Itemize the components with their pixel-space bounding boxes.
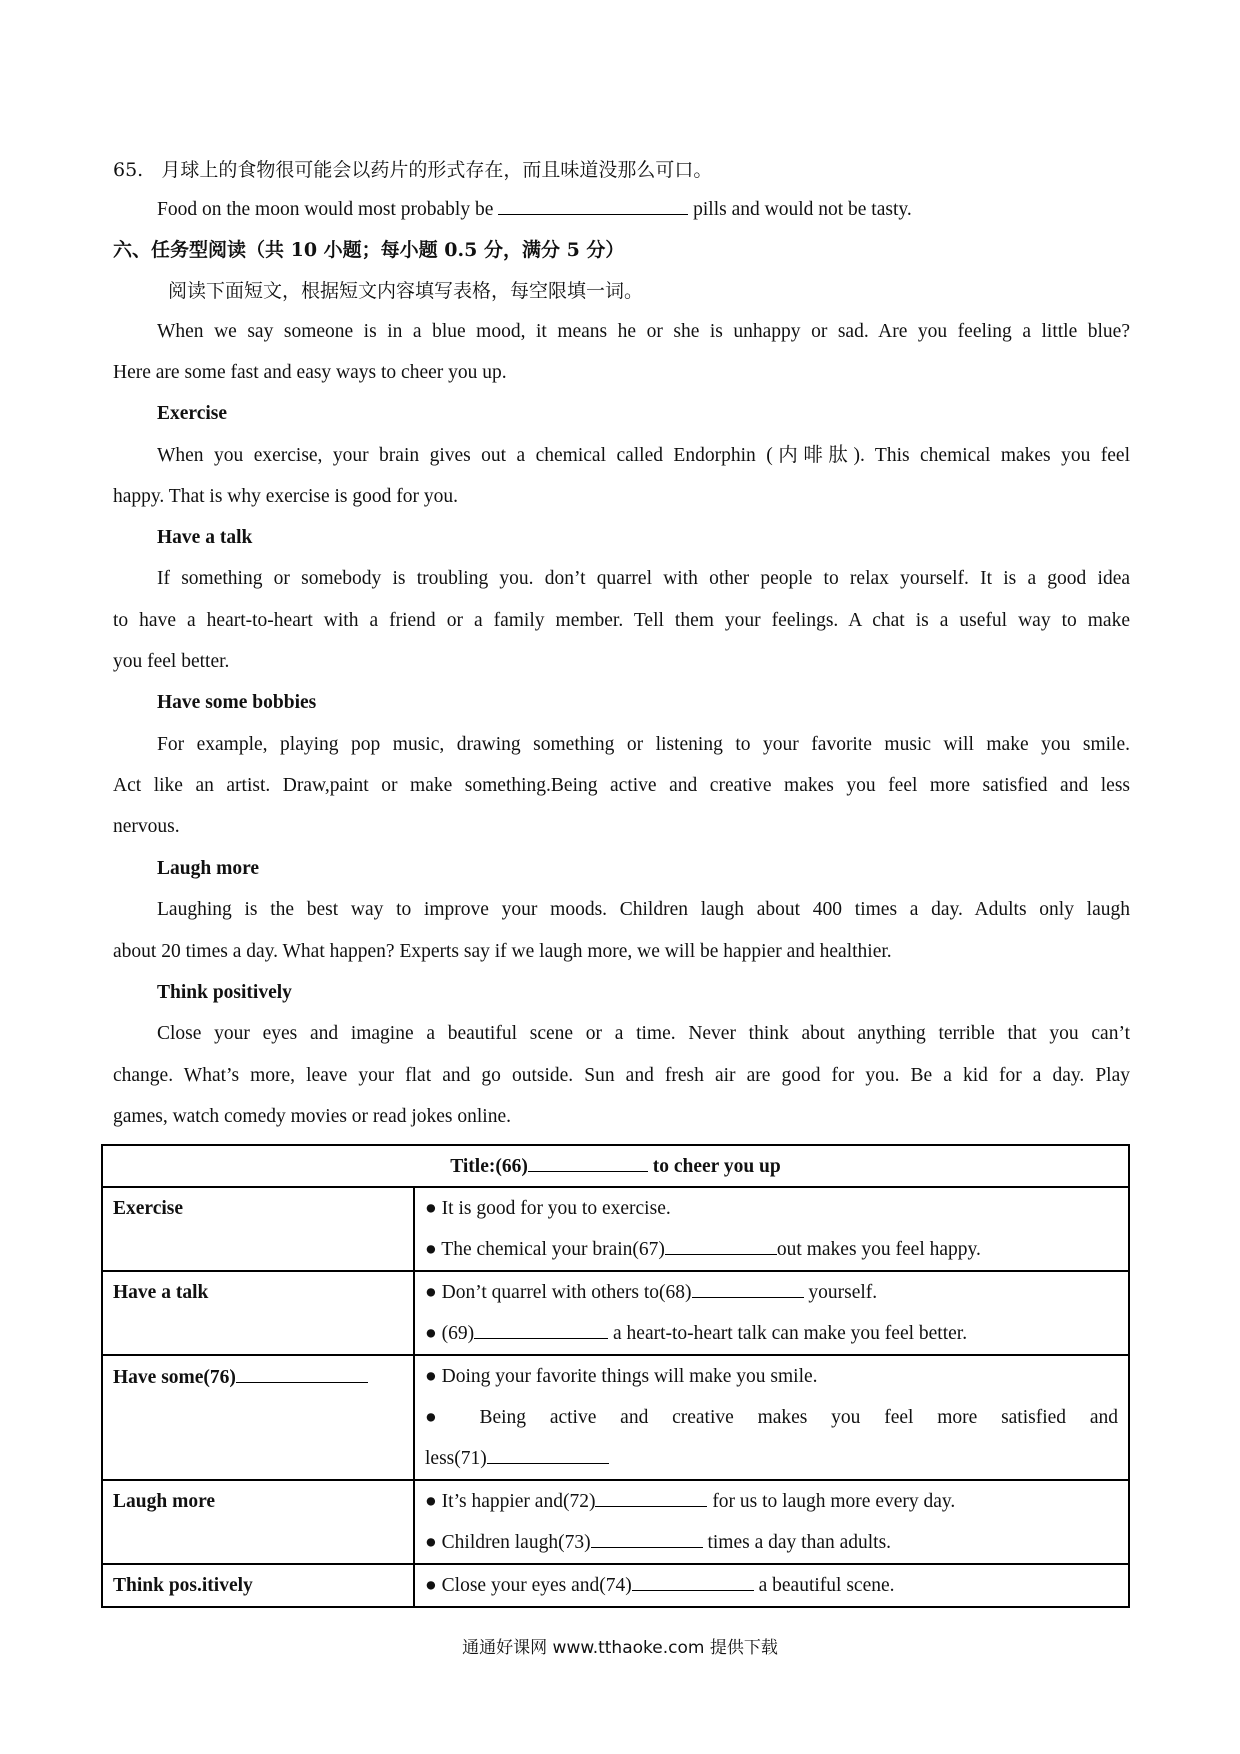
row-content-think (414, 1564, 1129, 1607)
table-row (102, 1187, 1129, 1271)
bullet-hobbies-2: ● Being active and creative makes you feel more satisfied and (425, 1407, 1118, 1428)
section-heading: 六、任务型阅读（共 10 小题；每小题 0.5 分，满分 5 分） (113, 239, 625, 261)
bullet-hobbies-3 (425, 1438, 1118, 1479)
passage-think-3: games, watch comedy movies or read jokes online. (113, 1106, 512, 1127)
heading-exercise: Exercise (157, 403, 228, 424)
blank-73[interactable] (591, 1531, 703, 1548)
heading-have-a-talk: Have a talk (157, 527, 253, 548)
bullet-hobbies-3-text: less(71) (425, 1448, 487, 1469)
passage-exercise-1: When you exercise, your brain gives out a chemical called Endorphin (内啡肽). This chemical makes you feel (157, 445, 1130, 466)
passage-talk-3: you feel better. (113, 651, 230, 672)
blank-71[interactable] (487, 1447, 609, 1464)
page-footer: 通通好课网 www.tthaoke.com 提供下载 (462, 1638, 778, 1658)
table-title-after: to cheer you up (652, 1155, 781, 1177)
bullet-laugh-2-after: times a day than adults. (707, 1532, 892, 1553)
row-content-exercise (414, 1187, 1129, 1271)
blank-67[interactable] (665, 1238, 777, 1255)
bullet-exercise-2-after: out makes you feel happy. (776, 1239, 981, 1260)
bullet-think-1 (425, 1565, 1118, 1606)
bullet-talk-1-after: yourself. (808, 1282, 878, 1303)
passage-hobbies-3: nervous. (113, 816, 180, 837)
blank-72[interactable] (595, 1490, 707, 1507)
passage-talk-2: to have a heart-to-heart with a friend or a family member. Tell them your feelings. A chat is a useful way to make (113, 610, 1130, 631)
blank-69[interactable] (474, 1322, 608, 1339)
passage-hobbies-1: For example, playing pop music, drawing something or listening to your favorite music will make you smile. (157, 734, 1130, 755)
bullet-hobbies-1: ● Doing your favorite things will make you smile. (425, 1366, 818, 1387)
table-title-row (102, 1145, 1129, 1187)
bullet-laugh-1 (425, 1481, 1118, 1522)
table-title-before: Title:(66) (450, 1155, 528, 1177)
q65-chinese-line (113, 158, 712, 182)
passage-think-1: Close your eyes and imagine a beautiful scene or a time. Never think about anything terrible that you can’t (157, 1023, 1130, 1044)
row-label-hobbies-text: Have some(76) (113, 1367, 236, 1388)
q65-number: 65. (113, 159, 144, 181)
bullet-exercise-2-before: ● The chemical your brain(67) (425, 1239, 665, 1260)
blank-66[interactable] (528, 1155, 648, 1172)
bullet-laugh-1-before: ● It’s happier and(72) (425, 1491, 596, 1512)
bullet-talk-2 (425, 1313, 1118, 1354)
bullet-laugh-1-after: for us to laugh more every day. (712, 1491, 956, 1512)
heading-hobbies: Have some bobbies (157, 692, 317, 713)
bullet-talk-2-after: a heart-to-heart talk can make you feel better. (613, 1323, 968, 1344)
row-content-laugh (414, 1480, 1129, 1564)
bullet-exercise-1: ● It is good for you to exercise. (425, 1198, 671, 1219)
bullet-exercise-2 (425, 1229, 1118, 1270)
bullet-think-1-before: ● Close your eyes and(74) (425, 1575, 632, 1596)
row-label-exercise: Exercise (102, 1187, 414, 1271)
table-row (102, 1271, 1129, 1355)
bullet-talk-1 (425, 1272, 1118, 1313)
row-label-laugh: Laugh more (102, 1480, 414, 1564)
bullet-laugh-2 (425, 1522, 1118, 1563)
table-row (102, 1355, 1129, 1480)
passage-exercise-2: happy. That is why exercise is good for you. (113, 486, 458, 507)
blank-70[interactable] (236, 1366, 368, 1383)
blank-68[interactable] (692, 1281, 804, 1298)
bullet-talk-2-before: ● (69) (425, 1323, 475, 1344)
row-label-hobbies (102, 1355, 414, 1480)
row-label-talk: Have a talk (102, 1271, 414, 1355)
heading-think-positively: Think positively (157, 982, 292, 1003)
row-label-think: Think pos.itively (102, 1564, 414, 1607)
heading-laugh-more: Laugh more (157, 858, 260, 879)
passage-laugh-1: Laughing is the best way to improve your moods. Children laugh about 400 times a day. Adults only laugh (157, 899, 1130, 920)
bullet-talk-1-before: ● Don’t quarrel with others to(68) (425, 1282, 692, 1303)
passage-think-2: change. What’s more, leave your flat and go outside. Sun and fresh air are good for you. Be a kid for a day. Play (113, 1065, 1130, 1086)
bullet-think-1-after: a beautiful scene. (758, 1575, 895, 1596)
passage-laugh-2: about 20 times a day. What happen? Experts say if we laugh more, we will be happier and healthier. (113, 941, 892, 962)
q65-english-line (157, 198, 912, 222)
blank-74[interactable] (632, 1574, 754, 1591)
passage-talk-1: If something or somebody is troubling you. don’t quarrel with other people to relax yourself. It is a good idea (157, 568, 1130, 589)
task-table (101, 1144, 1130, 1608)
bullet-laugh-2-before: ● Children laugh(73) (425, 1532, 591, 1553)
q65-after: pills and would not be tasty. (693, 199, 912, 220)
q65-blank[interactable] (498, 198, 688, 215)
q65-chinese: 月球上的食物很可能会以药片的形式存在，而且味道没那么可口。 (161, 159, 713, 181)
table-title-cell (102, 1145, 1129, 1187)
passage-intro-1: When we say someone is in a blue mood, it means he or she is unhappy or sad. Are you feeling a little blue? (157, 321, 1130, 342)
row-content-hobbies (414, 1355, 1129, 1480)
section-instruction: 阅读下面短文，根据短文内容填写表格，每空限填一词。 (168, 280, 644, 302)
table-row (102, 1564, 1129, 1607)
q65-before: Food on the moon would most probably be (157, 199, 494, 220)
row-content-talk (414, 1271, 1129, 1355)
passage-intro-2: Here are some fast and easy ways to cheer you up. (113, 362, 507, 383)
table-row (102, 1480, 1129, 1564)
passage-hobbies-2: Act like an artist. Draw,paint or make something.Being active and creative makes you feel more satisfied and less (113, 775, 1130, 796)
